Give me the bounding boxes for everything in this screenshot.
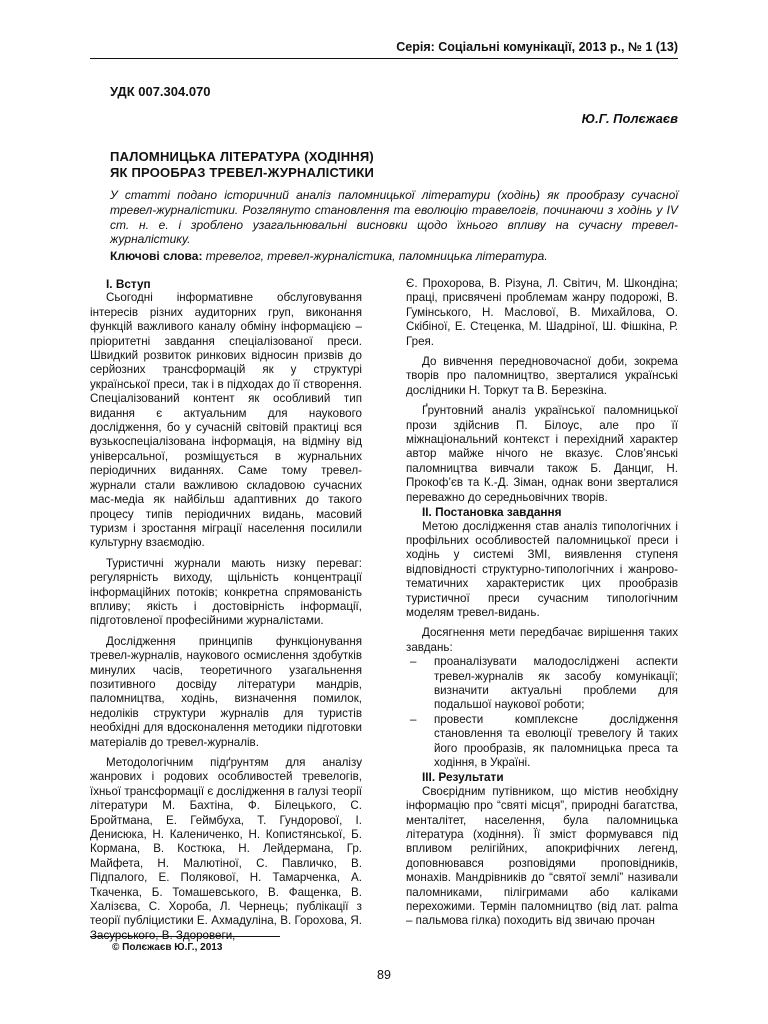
right-column: [406, 277, 678, 929]
paragraph: Сьогодні інформативне обслуговування інтересів різних аудиторних груп, виконання функцій важливого каналу обміну інформацією – пріоритетні завдання спеціалізованої преси. Швидкий розвиток ринкових відносин призвів до серйозних трансформацій як у структурі української преси, так і в підходах до її створення. Спеціалізований контент як особливий тип видання є актуальним для наукового дослідження, бо у сучасній світовій практиці вся вузькоспеціалізована інформація, на відміну від універсальної, розміщується в журнальних періодичних виданнях. Саме тому тревел-журнали стали важливою складовою сучасних мас-медіа як найбільш адаптивних до такого процесу типів періодичних видань, масовий туризм і зростання міграції населення посилили культурну взаємодію.: [90, 291, 362, 550]
list-item: [406, 713, 678, 771]
section-heading-results: ІІІ. Результати: [422, 770, 504, 785]
paragraph: Досягнення мети передбачає вирішення таких завдань:: [406, 626, 678, 654]
keywords-label: Ключові слова:: [110, 249, 203, 263]
paragraph: Є. Прохорова, В. Різуна, Л. Світич, М. Шкондіна; праці, присвячені проблемам жанру подорожі, В. Гумінського, Н. Маслової, В. Михайлова, О. Скібіної, Е. Стеценка, М. Шадріної, Ш. Фішкіна, Р. Грея.: [406, 277, 678, 348]
keywords: [110, 249, 678, 264]
list-item-text: провести комплексне дослідження становлення та еволюції тревелогу й таких його прообразів, як паломницька преса та ходіння, в Україні.: [434, 712, 678, 769]
keywords-text: тревелог, тревел-журналістика, паломницька література.: [202, 249, 548, 263]
journal-page: [90, 0, 678, 1024]
paragraph: До вивчення передновочасної доби, зокрема творів про паломництво, зверталися українські дослідники Н. Торкут та В. Березкіна.: [406, 355, 678, 397]
paragraph: Туристичні журнали мають низку переваг: регулярність виходу, щільність концентрації інформаційних потоків; конкретна спрямованість впливу; якість і достовірність інформації, підготовленої професійними журналістами.: [90, 556, 362, 628]
left-column: [90, 277, 362, 943]
header-rule: [90, 58, 678, 59]
list-dash: –: [410, 712, 417, 726]
abstract-text: У статті подано історичний аналіз паломницької літератури (ходінь) як прообразу сучасної тревел-журналістики. Розглянуто становлення та еволюцію травелогів, починаючи з ходінь у IV ст. н. е. і зроблено узагальнювальні висновки щодо їхнього впливу на сучасну тревел-журналістику.: [110, 188, 678, 247]
copyright-footnote: © Полєжаєв Ю.Г., 2013: [112, 942, 223, 953]
title-line-1: ПАЛОМНИЦЬКА ЛІТЕРАТУРА (ХОДІННЯ): [110, 149, 374, 164]
paragraph: Методологічним підґрунтям для аналізу жанрових і родових особливостей тревелогів, їхньої трансформації є дослідження в галузі теорії літератури М. Бахтіна, Ф. Білецького, С. Бройтмана, Е. Геймбуха, Т. Гундорової, І. Денисюка, Н. Калениченко, Н. Копистянської, Б. Кормана, В. Костюка, Н. Лейдермана, Гр. Майфета, Н. Малютіної, С. Павличко, В. Підпалого, Е. Полякової, Н. Тамарченка, А. Ткаченка, Б. Томашевського, В. Фащенка, В. Халізєва, С. Хороба, Л. Чернець; публікації з теорії публіцистики Е. Ахмадуліна, В. Горохова, Я. Засурського, В. Здоровеги,: [90, 756, 362, 942]
list-item: [406, 655, 678, 713]
list-dash: –: [410, 655, 417, 669]
journal-series-header: Серія: Соціальні комунікації, 2013 р., № 1 (13): [396, 40, 678, 54]
article-title: [110, 149, 630, 181]
paragraph: Своєрідним путівником, що містив необхідну інформацію про “святі місця”, природні багатства, менталітет, населення, була паломницька література (ходіння). Її зміст формувався під впливом релігійних, апокрифічних легенд, доповнювався розповідями проповідників, монахів. Мандрівників до “святої землі” називали паломниками, пілігримами або каліками перехожими. Термін паломництво (від лат. palma – пальмова гілка) походить від звичаю прочан: [406, 784, 678, 928]
paragraph: Метою дослідження став аналіз типологічних і профільних особливостей паломницької преси і ходінь у системі ЗМІ, виявлення ступеня відповідності структурно-типологічних і жанрово-тематичних характеристик цих прообразів туристичної преси сучасним типологічним моделям тревел-видань.: [406, 519, 678, 619]
list-item-text: проаналізувати малодосліджені аспекти тревел-журналів як засобу комунікації; визначити актуальні проблеми для подальшої наукової роботи;: [434, 655, 678, 712]
abstract: [110, 188, 678, 247]
paragraph: Дослідження принципів функціонування тревел-журналів, наукового осмислення здобутків минулих часів, теоретичного узагальнення позитивного досвіду літератури мандрів, паломництва, ходінь, визначення помилок, недоліків структури журналів для туристів необхідні для вдосконалення методики підготовки матеріалів до тревел-журналів.: [90, 634, 362, 749]
footnote-rule: [90, 936, 280, 937]
section-heading-intro: І. Вступ: [106, 277, 151, 291]
section-heading-task: ІІ. Постановка завдання: [422, 505, 562, 520]
paragraph: Ґрунтовний аналіз української паломницької прози здійснив П. Білоус, але про її міжнаціональний контекст і перехідний характер автор майже нічого не вказує. Слов’янські паломництва вивчали також Б. Данциг, Н. Прокоф’єв та К.-Д. Зіман, однак вони зверталися переважно до середньовічних творів.: [406, 404, 678, 504]
udc-code: УДК 007.304.070: [110, 84, 211, 99]
task-list: [406, 655, 678, 770]
page-number: 89: [377, 968, 391, 982]
author-name: Ю.Г. Полєжаєв: [581, 111, 678, 126]
title-line-2: ЯК ПРООБРАЗ ТРЕВЕЛ-ЖУРНАЛІСТИКИ: [110, 165, 375, 180]
